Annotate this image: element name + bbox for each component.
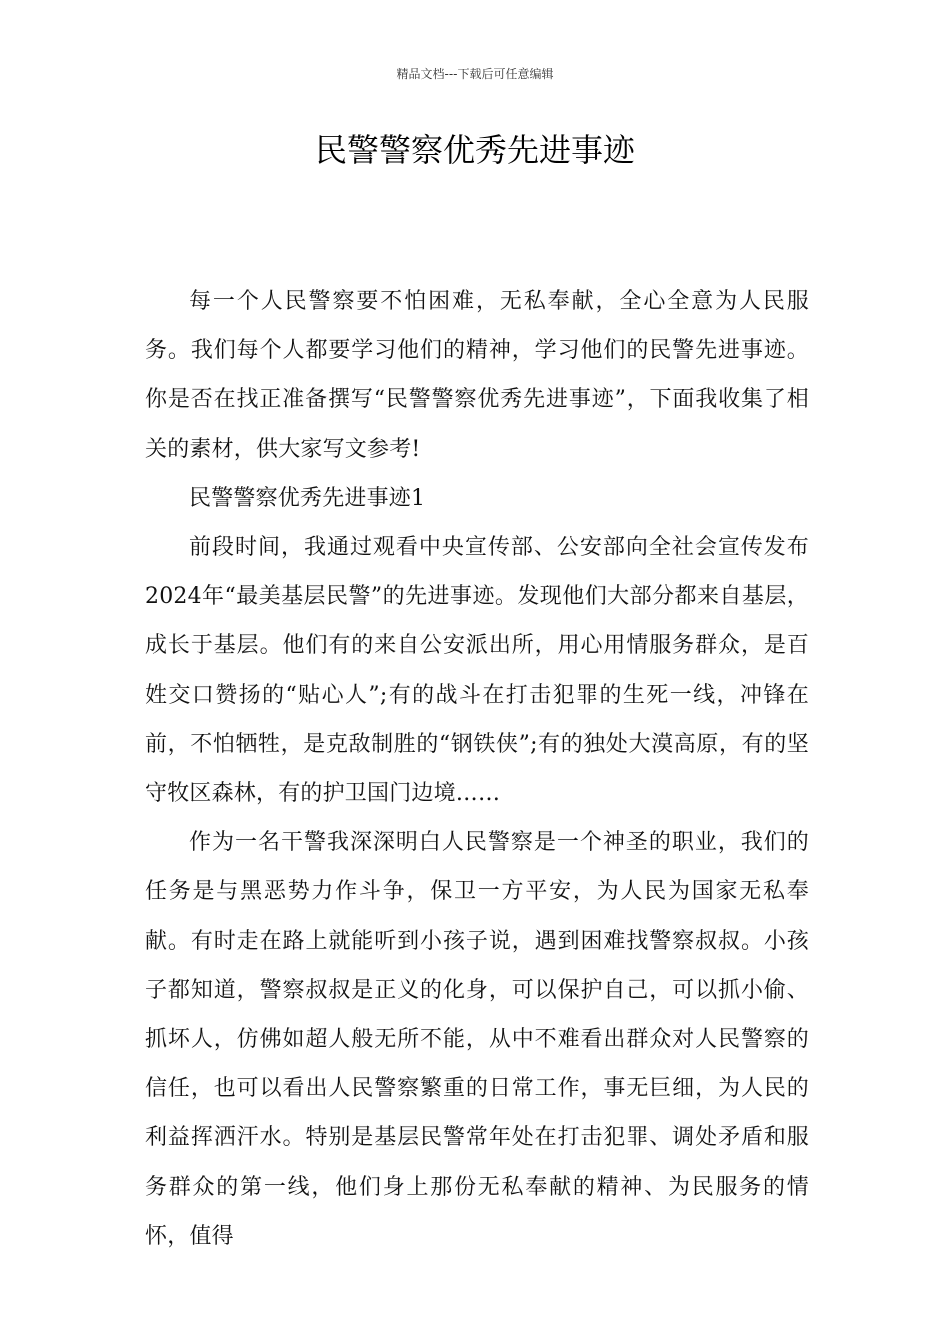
section-heading: 民警警察优秀先进事迹1 [189,485,426,511]
body-paragraph: 作为一名干警我深深明白人民警察是一个神圣的职业，我们的任务是与黑恶势力作斗争，保卫一方平安，为人民为国家无私奉献。有时走在路上就能听到小孩子说，遇到困难找警察叔叔。小孩子都知道，警察叔叔是正义的化身，可以保护自己，可以抓小偷、抓坏人，仿佛如超人般无所不能，从中不难看出群众对人民警察的信任，也可以看出人民警察繁重的日常工作，事无巨细，为人民的利益挥洒汗水。特别是基层民警常年处在打击犯罪、调处矛盾和服务群众的第一线，他们身上那份无私奉献的精神、为民服务的情怀，值得 [145,830,809,1249]
document-title: 民警警察优秀先进事迹 [314,131,635,169]
document-body [145,277,809,1261]
body-paragraph: 前段时间，我通过观看中央宣传部、公安部向全社会宣传发布2024年“最美基层民警”的先进事迹。发现他们大部分都来自基层，成长于基层。他们有的来自公安派出所，用心用情服务群众，是百姓交口赞扬的“贴心人”;有的战斗在打击犯罪的生死一线，冲锋在前，不怕牺牲，是克敌制胜的“钢铁侠”;有的独处大漠高原，有的坚守牧区森林，有的护卫国门边境…… [145,535,809,807]
page-header-caption: 精品文档---下载后可任意编辑 [396,67,554,81]
intro-paragraph: 每一个人民警察要不怕困难，无私奉献，全心全意为人民服务。我们每个人都要学习他们的精神，学习他们的民警先进事迹。你是否在找正准备撰写“民警警察优秀先进事迹”，下面我收集了相关的素材，供大家写文参考! [145,289,809,462]
